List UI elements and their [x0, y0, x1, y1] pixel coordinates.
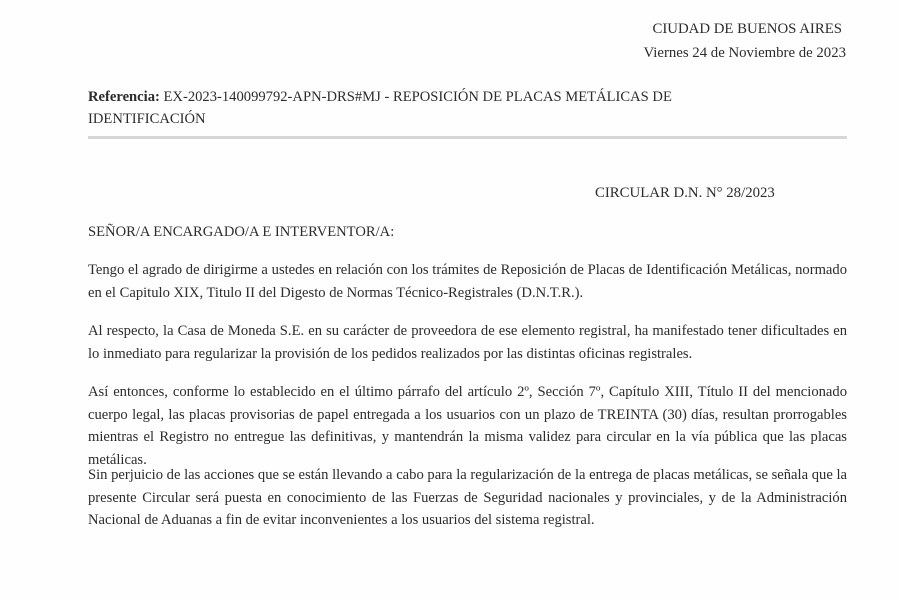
- horizontal-divider: [88, 136, 847, 139]
- salutation: SEÑOR/A ENCARGADO/A E INTERVENTOR/A:: [88, 224, 395, 240]
- body-paragraph: Tengo el agrado de dirigirme a ustedes en relación con los trámites de Reposición de Placas de Identificación Metálicas, normado en el Capitulo XIX, Titulo II del Digesto de Normas Técnico-Registrales (D.N.T.R.).: [88, 262, 847, 301]
- reference-text: EX-2023-140099792-APN-DRS#MJ - REPOSICIÓN DE PLACAS METÁLICAS DE IDENTIFICACIÓN: [88, 89, 672, 127]
- city-heading: CIUDAD DE BUENOS AIRES: [652, 21, 842, 37]
- body-paragraph: Al respecto, la Casa de Moneda S.E. en su carácter de proveedora de ese elemento registral, ha manifestado tener dificultades en lo inmediato para regularizar la provisión de los pedidos realizados por las distintas oficinas registrales.: [88, 323, 847, 362]
- body-paragraph: Así entonces, conforme lo establecido en el último párrafo del artículo 2º, Sección 7º, Capítulo XIII, Título II del mencionado cuerpo legal, las placas provisorias de papel entregada a los usuarios con un plazo de TREINTA (30) días, resultan prorrogables mientras el Registro no entregue las definitivas, y mantendrán la misma validez para circular en la vía pública que las placas metálicas.: [88, 384, 847, 468]
- circular-number: CIRCULAR D.N. N° 28/2023: [595, 185, 775, 201]
- document-header: [643, 17, 846, 65]
- reference-label: Referencia:: [88, 89, 160, 105]
- body-paragraph: Sin perjuicio de las acciones que se están llevando a cabo para la regularización de la entrega de placas metálicas, se señala que la presente Circular será puesta en conocimiento de las Fuerzas de Seguridad nacionales y provinciales, y de la Administración Nacional de Aduanas a fin de evitar inconvenientes a los usuarios del sistema registral.: [88, 467, 847, 528]
- reference-line: [88, 86, 768, 130]
- document-date: Viernes 24 de Noviembre de 2023: [643, 45, 846, 61]
